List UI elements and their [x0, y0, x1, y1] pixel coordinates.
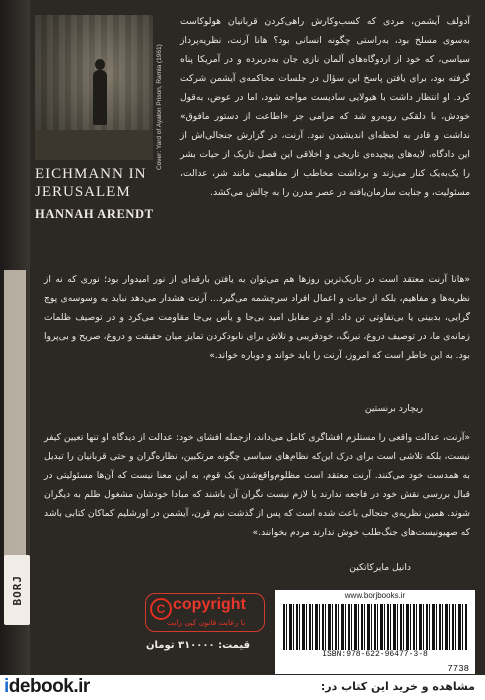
isbn-label: ISBN:978-622-96477-3-8: [275, 650, 475, 659]
english-author: HANNAH ARENDT: [35, 207, 154, 221]
copyright-note: با رعایت قانون کپی رایت: [166, 618, 246, 627]
spine-stripe: [4, 270, 26, 600]
price-label: قیمت: ۳۱۰۰۰۰ تومان: [145, 640, 250, 651]
barcode-block: [275, 590, 475, 674]
cover-photo: [35, 15, 153, 160]
intro-paragraph: آدولف آیشمن، مردی که کسب‌وکارش راهی‌کردن قربانیان هولوکاست به‌سوی مسلخ بود، به‌راستی چگونه انسانی بود؟ هانا آرنت، نظریه‌پرداز سیاسی، که خود از اردوگاه‌های آلمان نازی جان به‌دربرده و در آمریکا پناه گرفته بود، برای یافتن پاسخ این سؤال در جلسات محاکمه‌ی آیشمن شرکت کرد. او انتظار داشت با هیولایی سادیست مواجه شود، اما در عوض، به‌قول خودش، با دلقکی روبه‌رو شد که مرامی جز «اطاعت از دستور مافوق» نداشت و قادر به لحظه‌ای اندیشیدن نبود. آرنت، در گزارش جنجالی‌اش از این دادگاه، لایه‌های پیچیده‌ی تاریخی و اخلاقی این فصل تاریک از حیات بشر را یک‌به‌یک کنار می‌زند و برداشت مخاطب از مفاهیمی مانند شر، عدالت، مسئولیت، و جنایت سازمان‌یافته در عصر مدرن را به چالش می‌کشد.: [180, 16, 470, 198]
english-title: EICHMANN IN JERUSALEM: [35, 166, 147, 200]
publisher-url: www.borjbooks.ir: [344, 591, 406, 600]
quote-signature-bernstein: ریچارد برنستین: [364, 403, 423, 414]
copyright-badge: [145, 593, 265, 632]
publisher-logo: BORJ: [4, 555, 30, 625]
quote-signature-maier-katkin: دانیل مایرکاتکین: [349, 562, 411, 573]
watermark-footer: [0, 675, 485, 700]
footer-text: مشاهده و خرید این کتاب در:: [320, 680, 475, 693]
copyright-icon: C: [150, 598, 172, 620]
site-logo[interactable]: idebook.ir: [4, 676, 90, 697]
quote-bernstein: «هانا آرنت معتقد است در تاریک‌ترین روزها هم می‌توان به یافتن بارقه‌ای از نور امیدوار بود؛ نوری که نه از نظریه‌ها و مفاهیم، بلکه از حیات و اعمال افراد سرچشمه می‌گیرد... آرنت هشدار می‌دهد نباید به وسوسه‌ی پوچ گرایی، بدبینی یا بی‌تفاوتی تن داد. او در مقابل امید بی‌جا و یأس بی‌جا مقاومت می‌کرد و در توصیف ظلمات زمانه‌ی ما، در توصیف دروغ، نیرنگ، خودفریبی و تلاش برای نابودکردن تمایز میان حقیقت و دروغ، صریح و بی‌پروا بود. به این خاطر است که امروز، آرنت را باید خواند و دوباره خواند.»: [44, 274, 470, 361]
quote-maier-katkin: «آرنت، عدالت واقعی را مستلزم افشاگری کامل می‌داند، ازجمله افشای خود: عدالت از دیدگاه او تنها تعیین کیفر نیست، بلکه تلاشی است برای درک این‌که نظام‌های سیاسی چگونه مرتکبین، نظاره‌گران و حتی قربانیان را تبدیل به همدست خود می‌کنند. آرنت معتقد است مظلوم‌واقع‌شدن یک قوم، به این معنا نیست که آن‌ها مسئولیتی در قبال بررسی نقش خود در فاجعه ندارند یا لازم نیست نگران آن باشند که مبادا خودشان مشغول ظلم به دیگران شوند. همین نظریه‌ی جنجالی باعث شده است که پس از گذشت نیم قرن، آیشمن در اورشلیم کماکان کتابی باشد که صهیونیست‌های جنگ‌طلب خوش ندارند مردم بخوانند.»: [44, 432, 470, 538]
cover-thumbnail: [35, 15, 175, 265]
barcode-digits: 7738: [447, 664, 469, 674]
copyright-label: copyright: [173, 596, 246, 613]
photo-caption: Cover: Yard of Ayalon Prison, Ramla (1961): [156, 44, 163, 170]
